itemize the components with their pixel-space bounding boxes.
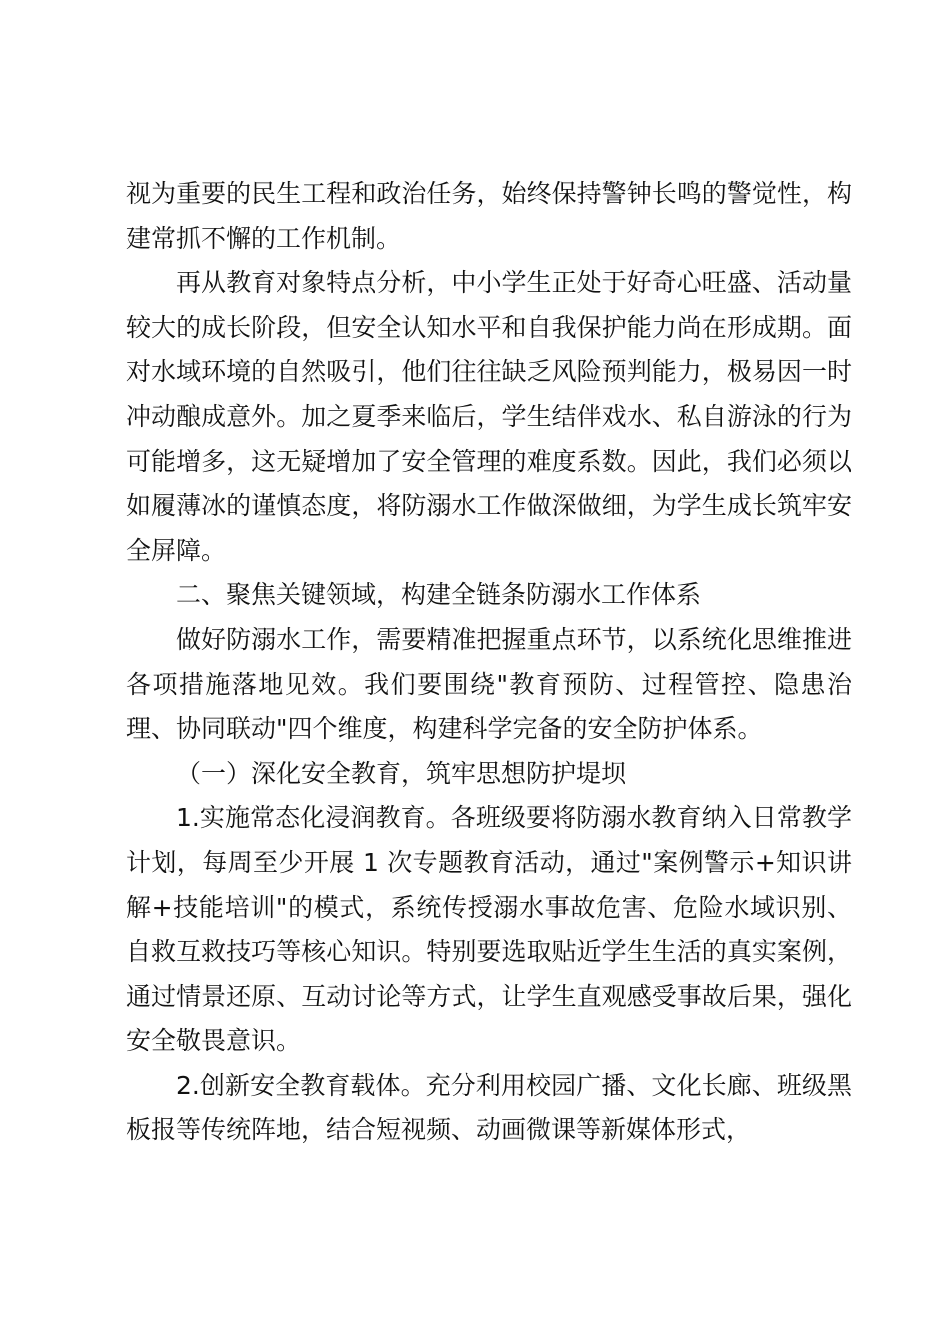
- paragraph-item-two: 2.创新安全教育载体。充分利用校园广播、文化长廊、班级黑板报等传统阵地，结合短视频、动画微课等新媒体形式，: [126, 1070, 852, 1145]
- paragraph-item-one: 1.实施常态化浸润教育。各班级要将防溺水教育纳入日常教学计划，每周至少开展 1 次专题教育活动，通过"案例警示+知识讲解+技能培训"的模式，系统传授溺水事故危害、危险水域识别、自救互救技巧等核心知识。特别要选取贴近学生生活的真实案例，通过情景还原、互动讨论等方式，让学生直观感受事故后果，强化安全敬畏意识。: [126, 803, 852, 1056]
- paragraph-student-characteristics: 再从教育对象特点分析，中小学生正处于好奇心旺盛、活动量较大的成长阶段，但安全认知水平和自我保护能力尚在形成期。面对水域环境的自然吸引，他们往往缺乏风险预判能力，极易因一时冲动酿成意外。加之夏季来临后，学生结伴戏水、私自游泳的行为可能增多，这无疑增加了安全管理的难度系数。因此，我们必须以如履薄冰的谨慎态度，将防溺水工作做深做细，为学生成长筑牢安全屏障。: [126, 268, 852, 565]
- paragraph-system-overview: 做好防溺水工作，需要精准把握重点环节，以系统化思维推进各项措施落地见效。我们要围绕"教育预防、过程管控、隐患治理、协同联动"四个维度，构建科学完备的安全防护体系。: [126, 624, 852, 744]
- subsection-heading-one: （一）深化安全教育，筑牢思想防护堤坝: [176, 758, 627, 788]
- paragraph-continuation: 视为重要的民生工程和政治任务，始终保持警钟长鸣的警觉性，构建常抓不懈的工作机制。: [126, 179, 852, 253]
- section-heading-two: 二、聚焦关键领域，构建全链条防溺水工作体系: [176, 580, 702, 610]
- document-body: [126, 172, 852, 1153]
